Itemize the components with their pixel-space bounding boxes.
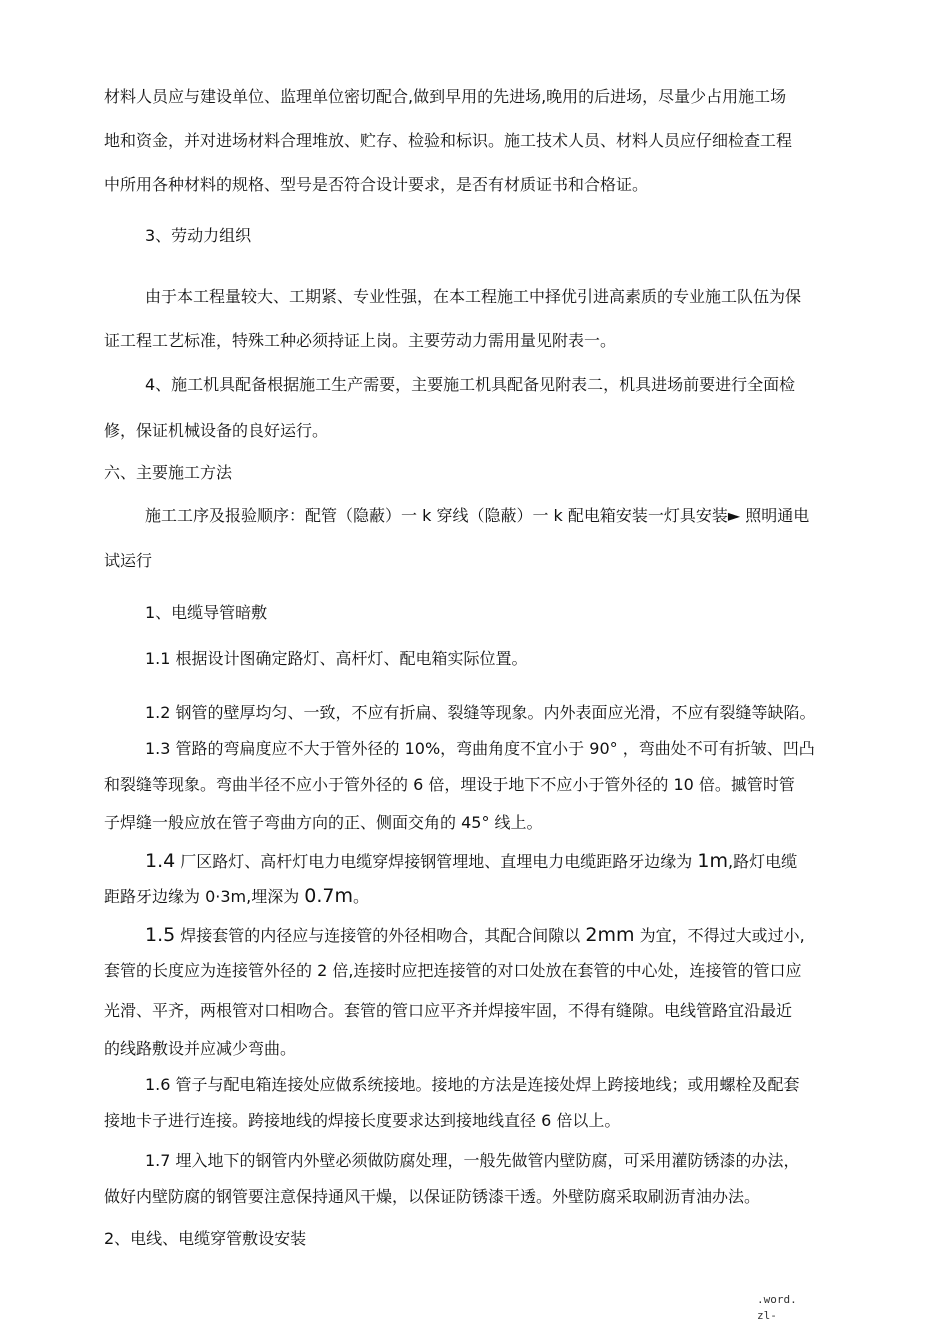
paragraph-line: 4、施工机具配备根据施工生产需要，主要施工机具配备见附表二，机具进场前要进行全面检 (145, 375, 796, 394)
paragraph-line: 光滑、平齐，两根管对口相吻合。套管的管口应平齐并焊接牢固，不得有缝隙。电线管路宜沿最近 (104, 1001, 793, 1020)
paragraph-line: 1.7 埋入地下的钢管内外壁必须做防腐处理，一般先做管内壁防腐，可采用灌防锈漆的办法， (145, 1151, 800, 1170)
section-heading: 六、主要施工方法 (104, 463, 233, 482)
paragraph-line: 1.2 钢管的壁厚均匀、一致，不应有折扁、裂缝等现象。内外表面应光滑，不应有裂缝等缺陷。 (145, 703, 816, 722)
paragraph-line: 地和资金，并对进场材料合理堆放、贮存、检验和标识。施工技术人员、材料人员应仔细检查工程 (104, 131, 793, 150)
paragraph-line: 做好内壁防腐的钢管要注意保持通风干燥，以保证防锈漆干透。外壁防腐采取刷沥青油办法。 (104, 1187, 761, 1206)
paragraph-line: 中所用各种材料的规格、型号是否符合设计要求，是否有材质证书和合格证。 (104, 175, 649, 194)
paragraph-line: 1.5 焊接套管的内径应与连接管的外径相吻合，其配合间隙以 2mm 为宜，不得过大或过小, (145, 924, 805, 946)
footer-mark: .word. (757, 1293, 797, 1306)
paragraph-line: 1.1 根据设计图确定路灯、高杆灯、配电箱实际位置。 (145, 649, 528, 668)
paragraph-line: 试运行 (104, 551, 153, 570)
footer-mark: zl- (757, 1309, 777, 1322)
paragraph-line: 接地卡子进行连接。跨接地线的焊接长度要求达到接地线直径 6 倍以上。 (104, 1111, 621, 1130)
paragraph-line: 材料人员应与建设单位、监理单位密切配合,做到早用的先进场,晚用的后进场，尽量少占用施工场 (104, 87, 787, 106)
paragraph-line: 1.3 管路的弯扁度应不大于管外径的 10%，弯曲角度不宜小于 90° ，弯曲处不可有折皱、凹凸 (145, 739, 815, 758)
paragraph-line: 由于本工程量较大、工期紧、专业性强，在本工程施工中择优引进高素质的专业施工队伍为保 (145, 287, 802, 306)
paragraph-line: 修，保证机械设备的良好运行。 (104, 421, 329, 440)
section-heading: 2、电线、电缆穿管敷设安装 (104, 1229, 307, 1248)
section-heading: 1、电缆导管暗敷 (145, 603, 268, 622)
paragraph-line: 1.6 管子与配电箱连接处应做系统接地。接地的方法是连接处焊上跨接地线；或用螺栓及配套 (145, 1075, 800, 1094)
paragraph-line: 证工程工艺标准，特殊工种必须持证上岗。主要劳动力需用量见附表一。 (104, 331, 617, 350)
paragraph-line: 和裂缝等现象。弯曲半径不应小于管外径的 6 倍，埋设于地下不应小于管外径的 10 倍。摵管时管 (104, 775, 795, 794)
paragraph-line: 1.4 厂区路灯、高杆灯电力电缆穿焊接钢管埋地、直埋电力电缆距路牙边缘为 1m,路灯电缆 (145, 850, 798, 872)
paragraph-line: 的线路敷设并应减少弯曲。 (104, 1039, 297, 1058)
paragraph-line: 距路牙边缘为 0·3m,埋深为 0.7m。 (104, 885, 370, 907)
section-heading: 3、劳动力组织 (145, 226, 252, 245)
paragraph-line: 套管的长度应为连接管外径的 2 倍,连接时应把连接管的对口处放在套管的中心处，连接管的管口应 (104, 961, 802, 980)
paragraph-line: 子焊缝一般应放在管子弯曲方向的正、侧面交角的 45° 线上。 (104, 813, 543, 832)
paragraph-line: 施工工序及报验顺序：配管（隐蔽）一 k 穿线（隐蔽）一 k 配电箱安装一灯具安装► 照明通电 (145, 506, 810, 525)
